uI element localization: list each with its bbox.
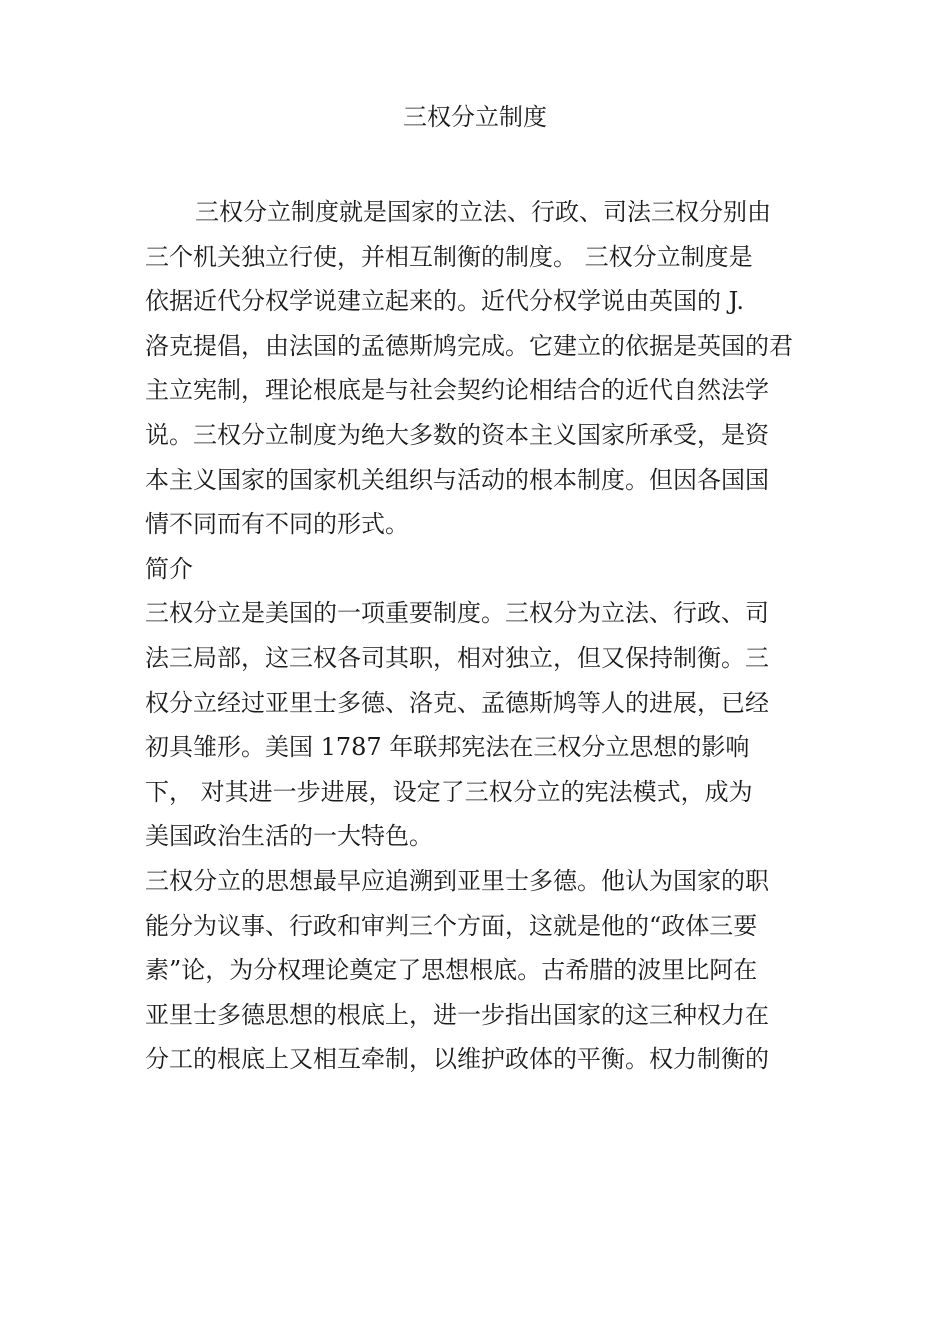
paragraph-line: 法三局部，这三权各司其职，相对独立，但又保持制衡。三	[145, 643, 769, 672]
paragraph-line: 三权分立制度就是国家的立法、行政、司法三权分别由	[195, 198, 771, 226]
paragraph-line: 依据近代分权学说建立起来的。近代分权学说由英国的 J.	[145, 287, 745, 316]
paragraph-line: 三权分立是美国的一项重要制度。三权分为立法、行政、司	[145, 599, 769, 628]
paragraph-line: 洛克提倡，由法国的孟德斯鸠完成。它建立的依据是英国的君	[145, 331, 793, 360]
paragraph-line: 初具雏形。美国 1787 年联邦宪法在三权分立思想的影响	[145, 733, 750, 762]
paragraph-line: 权分立经过亚里士多德、洛克、孟德斯鸠等人的进展，已经	[145, 688, 769, 717]
paragraph-line: 下， 对其进一步进展，设定了三权分立的宪法模式，成为	[145, 777, 753, 806]
section-heading: 简介	[145, 554, 193, 583]
paragraph-line: 亚里士多德思想的根底上，进一步指出国家的这三种权力在	[145, 1000, 769, 1029]
paragraph-line: 本主义国家的国家机关组织与活动的根本制度。但因各国国	[145, 465, 769, 494]
paragraph-line: 主立宪制，理论根底是与社会契约论相结合的近代自然法学	[145, 376, 769, 405]
paragraph-line: 情不同而有不同的形式。	[145, 510, 409, 539]
document-body	[145, 190, 810, 1082]
paragraph-line: 分工的根底上又相互牵制，以维护政体的平衡。权力制衡的	[145, 1045, 769, 1074]
paragraph-line: 能分为议事、行政和审判三个方面，这就是他的“政体三要	[145, 911, 758, 940]
paragraph-line: 素”论，为分权理论奠定了思想根底。古希腊的波里比阿在	[145, 956, 758, 985]
paragraph-line: 美国政治生活的一大特色。	[145, 822, 433, 851]
paragraph-line: 说。三权分立制度为绝大多数的资本主义国家所承受，是资	[145, 420, 769, 449]
paragraph-line: 三个机关独立行使，并相互制衡的制度。 三权分立制度是	[145, 242, 753, 271]
document-title: 三权分立制度	[403, 103, 547, 131]
paragraph-line: 三权分立的思想最早应追溯到亚里士多德。他认为国家的职	[145, 866, 769, 895]
